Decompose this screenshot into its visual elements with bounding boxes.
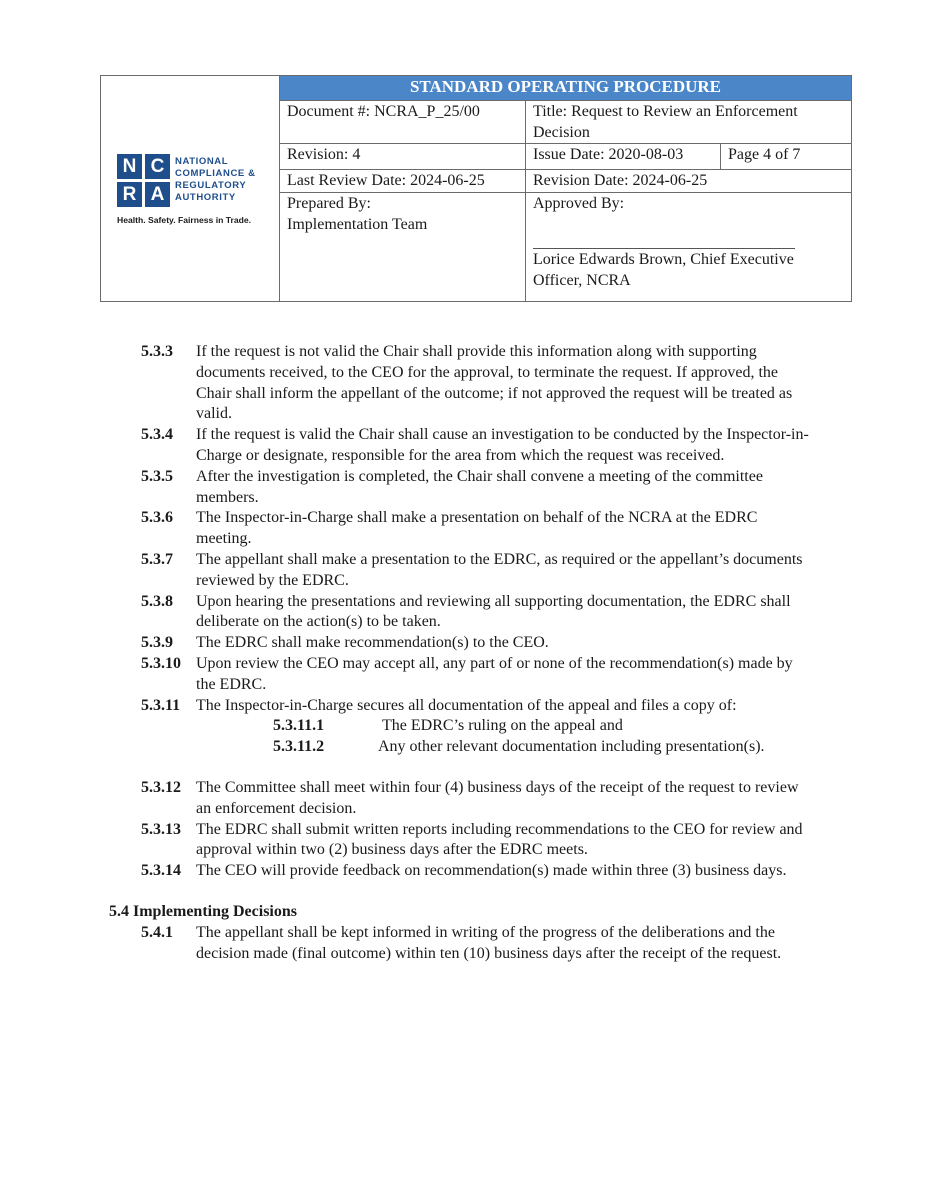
- item-number: 5.3.11: [141, 696, 181, 714]
- document-number: Document #: NCRA_P_25/00: [280, 101, 526, 144]
- sub-list-item: [273, 716, 927, 737]
- item-number: 5.3.10: [141, 654, 181, 672]
- item-text: The Inspector-in-Charge secures all documentation of the appeal and files a copy of:: [196, 696, 737, 714]
- item-text: The EDRC’s ruling on the appeal and: [382, 717, 623, 735]
- item-number: 5.3.11.2: [273, 738, 325, 756]
- list-item: [141, 923, 816, 965]
- approved-by-label: Approved By:: [533, 194, 625, 212]
- logo-letter-n: N: [117, 154, 142, 179]
- list-item: [141, 508, 816, 550]
- item-text: The Committee shall meet within four (4) business days of the receipt of the request to review an enforcement decision.: [196, 778, 799, 817]
- item-number: 5.3.11.1: [273, 717, 325, 735]
- prepared-by-label: Prepared By:: [287, 194, 371, 212]
- sub-list-item: [273, 737, 927, 758]
- sop-header-table: [100, 75, 852, 302]
- item-number: 5.3.3: [141, 343, 173, 360]
- logo-word: REGULATORY: [175, 180, 247, 191]
- item-text: Upon review the CEO may accept all, any part of or none of the recommendation(s) made by the EDRC.: [196, 654, 793, 693]
- procedure-list-continued: [0, 778, 927, 882]
- list-item: [141, 425, 816, 467]
- list-item: [141, 820, 816, 862]
- logo-letter-c: C: [145, 154, 170, 179]
- item-number: 5.3.6: [141, 509, 173, 527]
- approver-name: Lorice Edwards Brown, Chief Executive Officer, NCRA: [533, 250, 794, 289]
- issue-date: Issue Date: 2020-08-03: [526, 144, 721, 170]
- logo-word: COMPLIANCE &: [175, 168, 256, 179]
- item-text: The Inspector-in-Charge shall make a presentation on behalf of the NCRA at the EDRC meeting.: [196, 509, 758, 548]
- section-heading: 5.4 Implementing Decisions: [109, 902, 297, 920]
- logo-wordmark: [175, 156, 279, 204]
- list-item: [141, 342, 816, 425]
- item-number: 5.3.7: [141, 550, 173, 568]
- approved-by-cell: [526, 192, 852, 302]
- list-item: [141, 633, 816, 654]
- item-number: 5.3.9: [141, 634, 173, 652]
- item-text: After the investigation is completed, the Chair shall convene a meeting of the committee members.: [196, 467, 763, 506]
- procedure-list: [0, 342, 927, 716]
- item-text: Any other relevant documentation including presentation(s).: [378, 738, 765, 756]
- item-text: If the request is not valid the Chair shall provide this information along with supporting documents received, to the CEO for the approval, to terminate the request. If approved, the Chair shall inform the appellant of the outcome; if not approved the request will be treated as valid.: [196, 343, 793, 423]
- item-number: 5.3.14: [141, 862, 181, 880]
- logo-word: AUTHORITY: [175, 192, 236, 203]
- item-text: The EDRC shall submit written reports including recommendations to the CEO for review and approval within two (2) business days after the EDRC meets.: [196, 820, 803, 859]
- document-body: [0, 342, 927, 964]
- item-number: 5.3.8: [141, 592, 173, 610]
- item-text: The appellant shall be kept informed in writing of the progress of the deliberations and the decision made (final outcome) within ten (10) business days after the receipt of the request.: [196, 923, 782, 962]
- list-item: [141, 861, 816, 882]
- item-text: The CEO will provide feedback on recommendation(s) made within three (3) business days.: [196, 862, 787, 880]
- logo-letter-a: A: [145, 182, 170, 207]
- spacer: [0, 882, 927, 902]
- prepared-by-value: Implementation Team: [287, 215, 428, 233]
- item-text: The EDRC shall make recommendation(s) to the CEO.: [196, 634, 549, 652]
- list-item: [141, 778, 816, 820]
- logo-tagline: Health. Safety. Fairness in Trade.: [117, 215, 252, 225]
- item-text: Upon hearing the presentations and reviewing all supporting documentation, the EDRC shall deliberate on the action(s) to be taken.: [196, 592, 791, 631]
- document-title: Title: Request to Review an Enforcement Decision: [526, 101, 852, 144]
- list-item: [141, 654, 816, 696]
- item-text: If the request is valid the Chair shall cause an investigation to be conducted by the Inspector-in-Charge or designate, responsible for the area from which the request was received.: [196, 426, 809, 464]
- last-review-date: Last Review Date: 2024-06-25: [280, 170, 526, 192]
- list-item: [141, 696, 816, 717]
- spacer: [0, 758, 927, 778]
- item-number: 5.3.4: [141, 426, 173, 444]
- list-item: [141, 550, 816, 592]
- item-number: 5.3.13: [141, 820, 181, 838]
- item-number: 5.4.1: [141, 923, 173, 941]
- item-text: The appellant shall make a presentation to the EDRC, as required or the appellant’s documents reviewed by the EDRC.: [196, 550, 803, 589]
- list-item: [141, 592, 816, 634]
- item-number: 5.3.5: [141, 467, 173, 485]
- list-item: [141, 467, 816, 509]
- revision-date: Revision Date: 2024-06-25: [526, 170, 852, 192]
- logo-letter-r: R: [117, 182, 142, 207]
- page-number: Page 4 of 7: [721, 144, 852, 170]
- revision: Revision: 4: [280, 144, 526, 170]
- sub-list: [0, 716, 927, 758]
- implementing-list: [0, 923, 927, 965]
- item-number: 5.3.12: [141, 778, 181, 796]
- logo-letter-grid: [117, 154, 171, 208]
- logo-cell: [101, 76, 280, 302]
- sop-banner: STANDARD OPERATING PROCEDURE: [280, 76, 852, 101]
- ncra-logo: [101, 76, 279, 301]
- prepared-by-cell: [280, 192, 526, 302]
- logo-word: NATIONAL: [175, 156, 229, 167]
